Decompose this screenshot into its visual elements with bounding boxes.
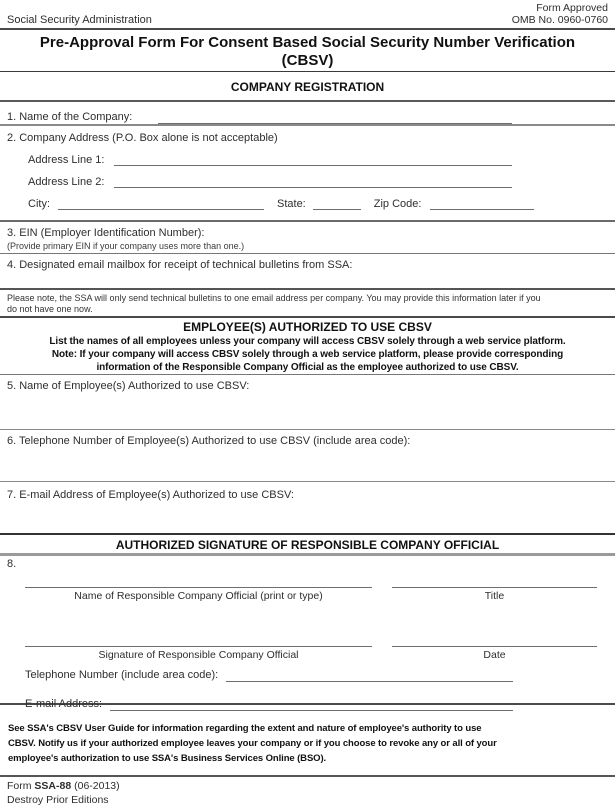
ein-subnote: (Provide primary EIN if your company uses more than one.) [7,241,245,251]
form-number-line [7,779,608,793]
official-name-input[interactable] [25,575,372,588]
company-registration-heading: COMPANY REGISTRATION [230,80,385,94]
signature-heading: AUTHORIZED SIGNATURE OF RESPONSIBLE COMPANY OFFICIAL [0,533,615,556]
form-number: SSA-88 [34,780,72,792]
instructions-line3: information of the Responsible Company Official as the employee authorized to use CBSV. [96,362,519,373]
form-number-suffix: (06-2013) [71,780,120,792]
official-email-input[interactable] [110,698,513,711]
zip-input[interactable] [430,197,534,210]
form-number-prefix: Form [7,780,35,792]
form-title-line1: Pre-Approval Form For Consent Based Social Security Number Verification [39,34,576,51]
item1-company-name-section [0,100,615,126]
address-line2-row [7,175,608,188]
instructions-line1: List the names of all employees unless your company will access CBSV solely through a web service platform. [49,336,566,347]
official-phone-input[interactable] [226,669,513,682]
address-line2-label: Address Line 2: [28,176,105,188]
city-label: City: [28,198,50,210]
signature-spacer [7,602,608,629]
company-name-label: 1. Name of the Company: [7,111,133,123]
item4-designated-email-section [0,254,615,288]
item8-number: 8. [7,558,17,570]
sign-date-label: Date [483,649,506,661]
employee-email-label: 7. E-mail Address of Employee(s) Authorized to use CBSV: [7,489,294,501]
employee-names-input[interactable] [7,392,608,426]
omb-number: OMB No. 0960-0760 [511,14,608,26]
official-title-label: Title [484,590,505,602]
employee-names-label: 5. Name of Employee(s) Authorized to use CBSV: [7,380,250,392]
instructions-line2: Note: If your company will access CBSV solely through a web service platform, please provide corresponding [51,349,564,360]
technical-bulletins-note [0,288,615,316]
address-line2-input[interactable] [114,175,512,188]
company-name-input[interactable] [158,111,512,124]
signature-date-line-row [7,634,608,647]
item3-ein-section [0,222,615,254]
official-title-input[interactable] [392,575,597,588]
address-line1-input[interactable] [114,153,512,166]
state-input[interactable] [313,197,361,210]
notice-line3: employee's authorization to use SSA's Business Services Online (BSO). [8,753,327,764]
employees-instructions [0,333,615,374]
signature-date-label-row [7,649,608,661]
city-state-zip-row [7,197,608,210]
form-footer [0,775,615,812]
company-address-label: 2. Company Address (P.O. Box alone is not acceptable) [7,132,278,144]
city-input[interactable] [58,197,264,210]
employee-phone-input[interactable] [7,447,608,478]
item7-employee-email-section [0,481,615,533]
form-title-line2: (CBSV) [281,52,334,69]
item8-signature-section [0,556,615,710]
official-phone-label: Telephone Number (include area code): [25,669,219,681]
notice-line2: CBSV. Notify us if your authorized employee leaves your company or if you choose to revoke any or all of your [8,738,497,749]
official-email-label: E-mail Address: [25,698,103,710]
address-line1-row [7,153,608,166]
address-line1-label: Address Line 1: [28,154,105,166]
note-line2: do not have one now. [7,304,93,314]
note-line1: Please note, the SSA will only send technical bulletins to one email address per company. You may provide this information later if you [7,293,541,303]
form-approved-label: Form Approved [536,2,608,14]
official-name-label: Name of Responsible Company Official (print or type) [74,590,323,602]
notice-line1: See SSA's CBSV User Guide for information regarding the extent and nature of employee's authority to use [8,723,482,734]
official-phone-row [7,669,608,682]
item2-company-address-section [0,126,615,222]
employee-email-input[interactable] [7,501,608,530]
employees-heading: EMPLOYEE(S) AUTHORIZED TO USE CBSV [0,316,615,333]
destroy-prior-editions: Destroy Prior Editions [7,794,109,806]
item5-employee-names-section [0,374,615,429]
item6-employee-phone-section [0,429,615,481]
form-header [0,0,615,30]
name-title-label-row [7,590,608,602]
form-approved-block [512,2,608,26]
state-label: State: [277,198,306,210]
title-block [0,30,615,72]
sign-date-input[interactable] [392,634,597,647]
official-signature-input[interactable] [25,634,372,647]
zip-label: Zip Code: [373,198,422,210]
agency-name: Social Security Administration [7,14,152,26]
designated-email-label: 4. Designated email mailbox for receipt of technical bulletins from SSA: [7,259,353,271]
user-guide-notice [0,703,615,775]
ein-label: 3. EIN (Employer Identification Number): [7,227,205,239]
name-title-line-row [7,575,608,588]
official-signature-label: Signature of Responsible Company Official [98,649,299,661]
employee-phone-label: 6. Telephone Number of Employee(s) Authorized to use CBSV (include area code): [7,435,411,447]
